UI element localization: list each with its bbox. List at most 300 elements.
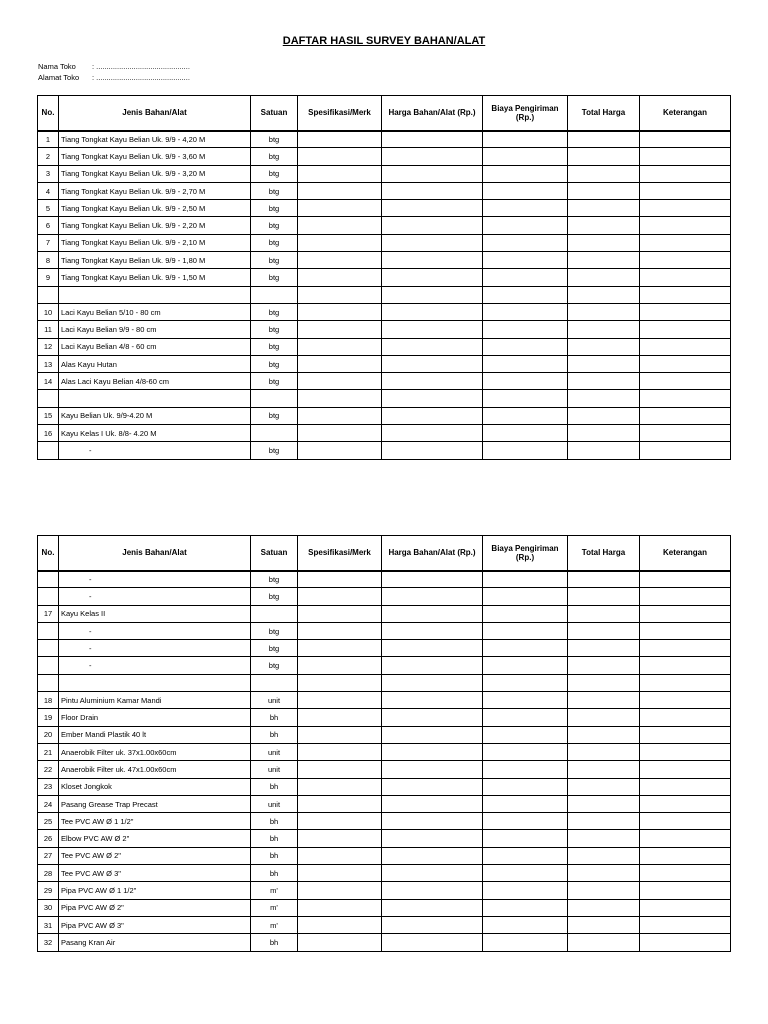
row-total-cell[interactable] — [568, 588, 640, 605]
row-shipping-cell[interactable] — [483, 182, 568, 199]
row-item-name: - — [59, 571, 251, 588]
row-total-cell[interactable] — [568, 882, 640, 899]
row-spec-cell[interactable] — [298, 882, 382, 899]
row-notes-cell[interactable] — [640, 709, 731, 726]
row-total-cell[interactable] — [568, 442, 640, 459]
row-spec-cell[interactable] — [298, 148, 382, 165]
row-total-cell[interactable] — [568, 830, 640, 847]
row-shipping-cell[interactable] — [483, 303, 568, 320]
row-notes-cell[interactable] — [640, 761, 731, 778]
row-total-cell[interactable] — [568, 390, 640, 407]
row-notes-cell[interactable] — [640, 899, 731, 916]
row-spec-cell[interactable] — [298, 813, 382, 830]
row-spec-cell[interactable] — [298, 778, 382, 795]
row-shipping-cell[interactable] — [483, 709, 568, 726]
row-price-cell[interactable] — [382, 148, 483, 165]
row-notes-cell[interactable] — [640, 916, 731, 933]
row-notes-cell[interactable] — [640, 148, 731, 165]
row-shipping-cell[interactable] — [483, 390, 568, 407]
row-price-cell[interactable] — [382, 622, 483, 639]
row-item-name: Anaerobik Filter uk. 47x1.00x60cm — [59, 761, 251, 778]
row-spec-cell[interactable] — [298, 657, 382, 674]
row-notes-cell[interactable] — [640, 165, 731, 182]
row-spec-cell[interactable] — [298, 234, 382, 251]
row-total-cell[interactable] — [568, 269, 640, 286]
table-row — [38, 657, 731, 674]
row-notes-cell[interactable] — [640, 217, 731, 234]
row-shipping-cell[interactable] — [483, 674, 568, 691]
survey-table-1 — [37, 95, 731, 460]
table-row — [38, 234, 731, 251]
table-row — [38, 338, 731, 355]
table-row — [38, 916, 731, 933]
row-spec-cell[interactable] — [298, 726, 382, 743]
table-row — [38, 269, 731, 286]
row-spec-cell[interactable] — [298, 605, 382, 622]
row-price-cell[interactable] — [382, 269, 483, 286]
row-spec-cell[interactable] — [298, 588, 382, 605]
row-unit: btg — [251, 200, 298, 217]
row-number: 11 — [38, 321, 59, 338]
row-spec-cell[interactable] — [298, 355, 382, 372]
table-row — [38, 390, 731, 407]
row-price-cell[interactable] — [382, 778, 483, 795]
row-unit: btg — [251, 182, 298, 199]
row-spec-cell[interactable] — [298, 743, 382, 760]
row-unit: bh — [251, 865, 298, 882]
row-shipping-cell[interactable] — [483, 778, 568, 795]
row-shipping-cell[interactable] — [483, 286, 568, 303]
row-price-cell[interactable] — [382, 813, 483, 830]
table-row — [38, 286, 731, 303]
table-header-row — [38, 96, 731, 131]
row-price-cell[interactable] — [382, 442, 483, 459]
row-item-name: Tiang Tongkat Kayu Belian Uk. 9/9 - 1,80 M — [59, 252, 251, 269]
row-spec-cell[interactable] — [298, 217, 382, 234]
row-total-cell[interactable] — [568, 407, 640, 424]
row-total-cell[interactable] — [568, 692, 640, 709]
row-price-cell[interactable] — [382, 761, 483, 778]
row-shipping-cell[interactable] — [483, 269, 568, 286]
row-total-cell[interactable] — [568, 148, 640, 165]
table-row — [38, 882, 731, 899]
row-number: 31 — [38, 916, 59, 933]
table-row — [38, 709, 731, 726]
row-total-cell[interactable] — [568, 373, 640, 390]
row-shipping-cell[interactable] — [483, 899, 568, 916]
row-shipping-cell[interactable] — [483, 131, 568, 148]
header-spec: Spesifikasi/Merk — [298, 96, 382, 131]
row-price-cell[interactable] — [382, 252, 483, 269]
row-notes-cell[interactable] — [640, 830, 731, 847]
row-price-cell[interactable] — [382, 899, 483, 916]
row-shipping-cell[interactable] — [483, 882, 568, 899]
row-unit: unit — [251, 743, 298, 760]
row-total-cell[interactable] — [568, 916, 640, 933]
row-notes-cell[interactable] — [640, 692, 731, 709]
row-number: 30 — [38, 899, 59, 916]
row-price-cell[interactable] — [382, 692, 483, 709]
store-address-field[interactable]: : ............................................. — [92, 73, 190, 82]
row-total-cell[interactable] — [568, 217, 640, 234]
row-spec-cell[interactable] — [298, 407, 382, 424]
row-item-name — [59, 390, 251, 407]
table-row — [38, 743, 731, 760]
row-price-cell[interactable] — [382, 373, 483, 390]
row-price-cell[interactable] — [382, 709, 483, 726]
row-notes-cell[interactable] — [640, 252, 731, 269]
row-notes-cell[interactable] — [640, 622, 731, 639]
row-shipping-cell[interactable] — [483, 795, 568, 812]
store-name-field[interactable]: : ............................................. — [92, 62, 190, 71]
row-spec-cell[interactable] — [298, 286, 382, 303]
row-notes-cell[interactable] — [640, 182, 731, 199]
row-price-cell[interactable] — [382, 795, 483, 812]
row-shipping-cell[interactable] — [483, 916, 568, 933]
row-shipping-cell[interactable] — [483, 934, 568, 951]
row-spec-cell[interactable] — [298, 674, 382, 691]
row-spec-cell[interactable] — [298, 916, 382, 933]
row-item-name: Tiang Tongkat Kayu Belian Uk. 9/9 - 2,10 M — [59, 234, 251, 251]
row-shipping-cell[interactable] — [483, 847, 568, 864]
row-item-name: Kayu Kelas II — [59, 605, 251, 622]
row-shipping-cell[interactable] — [483, 252, 568, 269]
row-price-cell[interactable] — [382, 303, 483, 320]
table-row — [38, 303, 731, 320]
row-price-cell[interactable] — [382, 425, 483, 442]
row-spec-cell[interactable] — [298, 761, 382, 778]
row-spec-cell[interactable] — [298, 165, 382, 182]
row-total-cell[interactable] — [568, 726, 640, 743]
row-price-cell[interactable] — [382, 640, 483, 657]
row-number — [38, 674, 59, 691]
row-shipping-cell[interactable] — [483, 865, 568, 882]
row-number: 21 — [38, 743, 59, 760]
row-spec-cell[interactable] — [298, 303, 382, 320]
row-unit: btg — [251, 165, 298, 182]
row-notes-cell[interactable] — [640, 407, 731, 424]
row-price-cell[interactable] — [382, 830, 483, 847]
row-total-cell[interactable] — [568, 813, 640, 830]
row-unit: bh — [251, 830, 298, 847]
row-spec-cell[interactable] — [298, 795, 382, 812]
row-total-cell[interactable] — [568, 252, 640, 269]
row-item-name: Tee PVC AW Ø 2" — [59, 847, 251, 864]
row-price-cell[interactable] — [382, 217, 483, 234]
row-total-cell[interactable] — [568, 182, 640, 199]
row-spec-cell[interactable] — [298, 390, 382, 407]
row-notes-cell[interactable] — [640, 234, 731, 251]
row-spec-cell[interactable] — [298, 830, 382, 847]
row-spec-cell[interactable] — [298, 640, 382, 657]
row-total-cell[interactable] — [568, 778, 640, 795]
row-notes-cell[interactable] — [640, 286, 731, 303]
row-unit — [251, 425, 298, 442]
row-price-cell[interactable] — [382, 743, 483, 760]
row-notes-cell[interactable] — [640, 269, 731, 286]
row-number: 27 — [38, 847, 59, 864]
row-price-cell[interactable] — [382, 674, 483, 691]
row-item-name: Anaerobik Filter uk. 37x1.00x60cm — [59, 743, 251, 760]
row-price-cell[interactable] — [382, 165, 483, 182]
row-total-cell[interactable] — [568, 847, 640, 864]
row-item-name: Pasang Kran Air — [59, 934, 251, 951]
table-1-body — [38, 131, 731, 460]
row-total-cell[interactable] — [568, 425, 640, 442]
row-shipping-cell[interactable] — [483, 355, 568, 372]
row-notes-cell[interactable] — [640, 743, 731, 760]
row-price-cell[interactable] — [382, 321, 483, 338]
table-row — [38, 407, 731, 424]
store-name-label: Nama Toko — [38, 62, 76, 71]
row-notes-cell[interactable] — [640, 321, 731, 338]
row-shipping-cell[interactable] — [483, 588, 568, 605]
row-notes-cell[interactable] — [640, 726, 731, 743]
row-price-cell[interactable] — [382, 182, 483, 199]
row-unit: btg — [251, 373, 298, 390]
row-shipping-cell[interactable] — [483, 321, 568, 338]
row-spec-cell[interactable] — [298, 571, 382, 588]
row-notes-cell[interactable] — [640, 778, 731, 795]
row-notes-cell[interactable] — [640, 303, 731, 320]
row-spec-cell[interactable] — [298, 182, 382, 199]
row-price-cell[interactable] — [382, 338, 483, 355]
row-shipping-cell[interactable] — [483, 813, 568, 830]
row-total-cell[interactable] — [568, 657, 640, 674]
table-row — [38, 442, 731, 459]
table-row — [38, 795, 731, 812]
row-unit: btg — [251, 588, 298, 605]
row-item-name: Tee PVC AW Ø 1 1/2" — [59, 813, 251, 830]
row-shipping-cell[interactable] — [483, 692, 568, 709]
row-number: 15 — [38, 407, 59, 424]
row-number: 1 — [38, 131, 59, 148]
store-address-line — [38, 73, 190, 82]
row-item-name: Pasang Grease Trap Precast — [59, 795, 251, 812]
row-item-name: Elbow PVC AW Ø 2" — [59, 830, 251, 847]
row-total-cell[interactable] — [568, 622, 640, 639]
row-unit: btg — [251, 622, 298, 639]
row-notes-cell[interactable] — [640, 865, 731, 882]
row-unit: bh — [251, 709, 298, 726]
row-unit: btg — [251, 442, 298, 459]
row-price-cell[interactable] — [382, 916, 483, 933]
table-row — [38, 425, 731, 442]
row-total-cell[interactable] — [568, 355, 640, 372]
row-total-cell[interactable] — [568, 795, 640, 812]
header-total: Total Harga — [568, 96, 640, 131]
row-item-name: Laci Kayu Belian 5/10 - 80 cm — [59, 303, 251, 320]
header-item: Jenis Bahan/Alat — [59, 96, 251, 131]
row-shipping-cell[interactable] — [483, 234, 568, 251]
row-spec-cell[interactable] — [298, 934, 382, 951]
store-name-line — [38, 62, 190, 71]
row-total-cell[interactable] — [568, 674, 640, 691]
row-item-name: Tiang Tongkat Kayu Belian Uk. 9/9 - 2,50 M — [59, 200, 251, 217]
row-total-cell[interactable] — [568, 865, 640, 882]
row-shipping-cell[interactable] — [483, 571, 568, 588]
row-shipping-cell[interactable] — [483, 605, 568, 622]
row-item-name: Pintu Aluminium Kamar Mandi — [59, 692, 251, 709]
row-spec-cell[interactable] — [298, 865, 382, 882]
row-notes-cell[interactable] — [640, 813, 731, 830]
row-number: 16 — [38, 425, 59, 442]
row-spec-cell[interactable] — [298, 321, 382, 338]
row-spec-cell[interactable] — [298, 442, 382, 459]
row-item-name: Pipa PVC AW Ø 2" — [59, 899, 251, 916]
row-shipping-cell[interactable] — [483, 373, 568, 390]
row-price-cell[interactable] — [382, 286, 483, 303]
row-total-cell[interactable] — [568, 200, 640, 217]
row-price-cell[interactable] — [382, 882, 483, 899]
row-price-cell[interactable] — [382, 605, 483, 622]
row-price-cell[interactable] — [382, 407, 483, 424]
row-shipping-cell[interactable] — [483, 640, 568, 657]
row-spec-cell[interactable] — [298, 847, 382, 864]
row-total-cell[interactable] — [568, 303, 640, 320]
row-number: 4 — [38, 182, 59, 199]
row-total-cell[interactable] — [568, 605, 640, 622]
row-shipping-cell[interactable] — [483, 726, 568, 743]
row-price-cell[interactable] — [382, 390, 483, 407]
row-total-cell[interactable] — [568, 338, 640, 355]
row-price-cell[interactable] — [382, 657, 483, 674]
row-notes-cell[interactable] — [640, 640, 731, 657]
row-number: 22 — [38, 761, 59, 778]
row-price-cell[interactable] — [382, 726, 483, 743]
row-shipping-cell[interactable] — [483, 338, 568, 355]
row-total-cell[interactable] — [568, 743, 640, 760]
row-spec-cell[interactable] — [298, 425, 382, 442]
row-spec-cell[interactable] — [298, 252, 382, 269]
table-row — [38, 252, 731, 269]
row-shipping-cell[interactable] — [483, 200, 568, 217]
table-row — [38, 571, 731, 588]
row-number — [38, 622, 59, 639]
row-shipping-cell[interactable] — [483, 407, 568, 424]
header-price: Harga Bahan/Alat (Rp.) — [382, 96, 483, 131]
row-total-cell[interactable] — [568, 131, 640, 148]
row-shipping-cell[interactable] — [483, 743, 568, 760]
row-total-cell[interactable] — [568, 571, 640, 588]
row-total-cell[interactable] — [568, 321, 640, 338]
row-spec-cell[interactable] — [298, 269, 382, 286]
table-row — [38, 830, 731, 847]
row-item-name: Tiang Tongkat Kayu Belian Uk. 9/9 - 1,50 M — [59, 269, 251, 286]
row-item-name: Ember Mandi Plastik 40 lt — [59, 726, 251, 743]
row-spec-cell[interactable] — [298, 692, 382, 709]
row-unit: bh — [251, 726, 298, 743]
table-row — [38, 217, 731, 234]
row-notes-cell[interactable] — [640, 425, 731, 442]
row-price-cell[interactable] — [382, 934, 483, 951]
row-price-cell[interactable] — [382, 865, 483, 882]
row-spec-cell[interactable] — [298, 338, 382, 355]
row-number: 13 — [38, 355, 59, 372]
row-notes-cell[interactable] — [640, 588, 731, 605]
row-notes-cell[interactable] — [640, 882, 731, 899]
row-shipping-cell[interactable] — [483, 761, 568, 778]
row-spec-cell[interactable] — [298, 131, 382, 148]
row-unit: m' — [251, 916, 298, 933]
row-notes-cell[interactable] — [640, 131, 731, 148]
row-notes-cell[interactable] — [640, 847, 731, 864]
row-total-cell[interactable] — [568, 761, 640, 778]
row-notes-cell[interactable] — [640, 605, 731, 622]
row-shipping-cell[interactable] — [483, 217, 568, 234]
table-header-row — [38, 536, 731, 571]
row-number: 20 — [38, 726, 59, 743]
row-item-name: - — [59, 622, 251, 639]
row-price-cell[interactable] — [382, 571, 483, 588]
header-no: No. — [38, 536, 59, 571]
row-unit: bh — [251, 813, 298, 830]
row-unit: unit — [251, 692, 298, 709]
row-total-cell[interactable] — [568, 640, 640, 657]
row-price-cell[interactable] — [382, 355, 483, 372]
row-shipping-cell[interactable] — [483, 148, 568, 165]
row-price-cell[interactable] — [382, 234, 483, 251]
row-total-cell[interactable] — [568, 165, 640, 182]
row-shipping-cell[interactable] — [483, 165, 568, 182]
row-spec-cell[interactable] — [298, 709, 382, 726]
row-total-cell[interactable] — [568, 899, 640, 916]
row-spec-cell[interactable] — [298, 373, 382, 390]
header-total: Total Harga — [568, 536, 640, 571]
header-unit: Satuan — [251, 536, 298, 571]
row-notes-cell[interactable] — [640, 200, 731, 217]
row-spec-cell[interactable] — [298, 622, 382, 639]
row-notes-cell[interactable] — [640, 373, 731, 390]
row-notes-cell[interactable] — [640, 795, 731, 812]
row-price-cell[interactable] — [382, 200, 483, 217]
row-total-cell[interactable] — [568, 709, 640, 726]
row-shipping-cell[interactable] — [483, 657, 568, 674]
row-notes-cell[interactable] — [640, 355, 731, 372]
row-shipping-cell[interactable] — [483, 425, 568, 442]
row-price-cell[interactable] — [382, 588, 483, 605]
row-number: 2 — [38, 148, 59, 165]
row-notes-cell[interactable] — [640, 442, 731, 459]
row-shipping-cell[interactable] — [483, 830, 568, 847]
row-notes-cell[interactable] — [640, 571, 731, 588]
header-item: Jenis Bahan/Alat — [59, 536, 251, 571]
row-total-cell[interactable] — [568, 234, 640, 251]
row-unit: btg — [251, 303, 298, 320]
row-notes-cell[interactable] — [640, 934, 731, 951]
table-row — [38, 726, 731, 743]
row-unit: bh — [251, 778, 298, 795]
row-price-cell[interactable] — [382, 131, 483, 148]
row-total-cell[interactable] — [568, 934, 640, 951]
row-notes-cell[interactable] — [640, 338, 731, 355]
row-notes-cell[interactable] — [640, 674, 731, 691]
table-row — [38, 640, 731, 657]
table-row — [38, 934, 731, 951]
row-unit — [251, 674, 298, 691]
row-total-cell[interactable] — [568, 286, 640, 303]
row-notes-cell[interactable] — [640, 657, 731, 674]
row-shipping-cell[interactable] — [483, 622, 568, 639]
row-notes-cell[interactable] — [640, 390, 731, 407]
row-shipping-cell[interactable] — [483, 442, 568, 459]
row-price-cell[interactable] — [382, 847, 483, 864]
row-spec-cell[interactable] — [298, 899, 382, 916]
row-spec-cell[interactable] — [298, 200, 382, 217]
row-number: 26 — [38, 830, 59, 847]
row-number: 32 — [38, 934, 59, 951]
table-row — [38, 182, 731, 199]
